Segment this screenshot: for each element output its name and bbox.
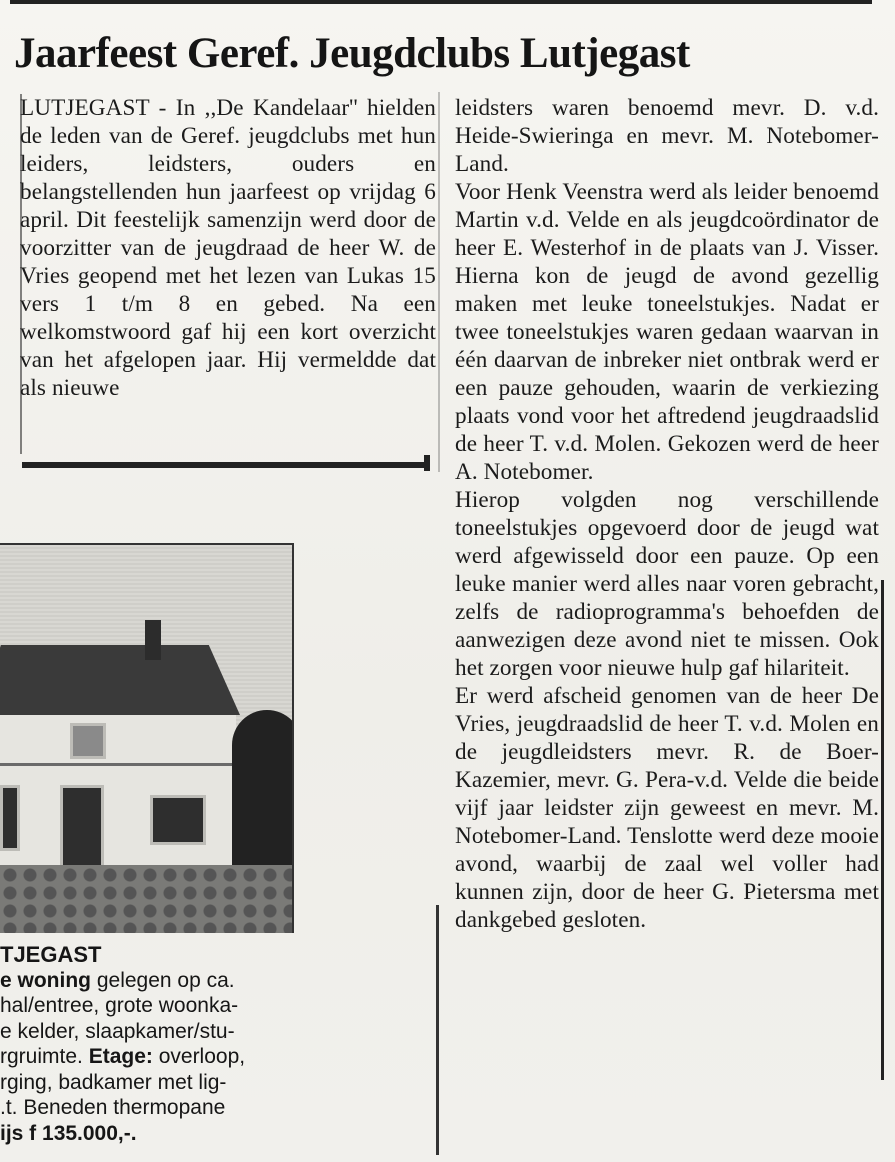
photo-upper-window [70, 723, 106, 759]
article-bottom-rule-end [424, 455, 430, 471]
ad-line-text: overloop, [152, 1045, 246, 1068]
article-headline: Jaarfeest Geref. Jeugdclubs Lutjegast [14, 30, 690, 77]
left-column-text: LUTJEGAST - In ,,De Kandelaar'' hielden de leden van de Geref. jeugdclubs met hun leiders, leidsters, ouders en belangstellenden hun jaarfeest op vrijdag 6 april. Dit feestelijk samenzijn werd door de voorzitter van de jeugdraad de heer W. de Vries geopend met het lezen van Lukas 15 vers 1 t/m 8 en gebed. Na een welkomstwoord gaf hij een kort overzicht van het afgelopen jaar. Hij vermeldde dat als nieuwe [20, 95, 436, 401]
top-rule [10, 0, 872, 4]
photo-facade-line [0, 763, 236, 766]
article-bottom-rule [22, 462, 430, 468]
right-edge-rule [881, 580, 884, 1080]
real-estate-ad [0, 942, 312, 1146]
column-divider [438, 92, 440, 472]
ad-line: .t. Beneden thermopane [0, 1096, 226, 1119]
article-right-column [455, 94, 879, 934]
ad-line [0, 968, 312, 994]
ad-line-bold: e woning [0, 968, 91, 992]
ad-line: rging, badkamer met lig- [0, 1070, 227, 1094]
ad-line: e kelder, slaapkamer/stu- [0, 1019, 235, 1043]
photo-hedge [0, 865, 292, 933]
right-paragraph: Voor Henk Veenstra werd als leider benoemd Martin v.d. Velde en als jeugdcoördinator de heer E. Westerhof in de plaats van J. Visser. Hierna kon de jeugd de avond gezellig maken met leuke toneelstukjes. Nadat er twee toneelstukjes waren gedaan waarvan in één daarvan de inbreker niet ontbrak werd er een pauze gehouden, waarin de verkiezing plaats vond voor het aftredend jeugdraadslid de heer T. v.d. Molen. Gekozen werd de heer A. Notebomer. [455, 179, 879, 485]
ad-price: ijs f 135.000,-. [0, 1121, 137, 1145]
ad-title: TJEGAST [0, 942, 102, 967]
ad-line-text: gelegen op ca. [91, 968, 235, 992]
photo-window [0, 785, 20, 851]
ad-line [0, 1044, 312, 1070]
article-left-column [20, 94, 436, 402]
photo-door [60, 785, 104, 871]
column-edge-mark [436, 905, 439, 1155]
ad-line-bold: Etage: [88, 1045, 153, 1068]
photo-roof [0, 645, 240, 715]
ad-line-text: rgruimte. [0, 1045, 89, 1068]
right-paragraph: Hierop volgden nog verschillende toneelstukjes opgevoerd door de jeugd wat werd afgewisseld door een pauze. Op een leuke manier werd alles naar voren gebracht, zelfs de radioprogramma's behoefden de aanwezigen deze avond niet te missen. Ook het zorgen voor nieuwe hulp gaf hilariteit. [455, 487, 879, 681]
right-paragraph: Er werd afscheid genomen van de heer De Vries, jeugdraadslid de heer T. v.d. Molen en de jeugdleidsters mevr. R. de Boer-Kazemier, mevr. G. Pera-v.d. Velde die beide vijf jaar leidster zijn geweest en mevr. M. Notebomer-Land. Tenslotte werd deze mooie avond, waarbij de zaal wel voller had kunnen zijn, door de heer G. Pietersma met dankgebed gesloten. [455, 683, 879, 933]
ad-line: hal/entree, grote woonka- [0, 994, 239, 1017]
house-photo [0, 543, 294, 933]
photo-window [150, 795, 206, 845]
photo-chimney [145, 620, 161, 660]
right-paragraph: leidsters waren benoemd mevr. D. v.d. Heide-Swieringa en mevr. M. Notebomer-Land. [455, 95, 879, 177]
